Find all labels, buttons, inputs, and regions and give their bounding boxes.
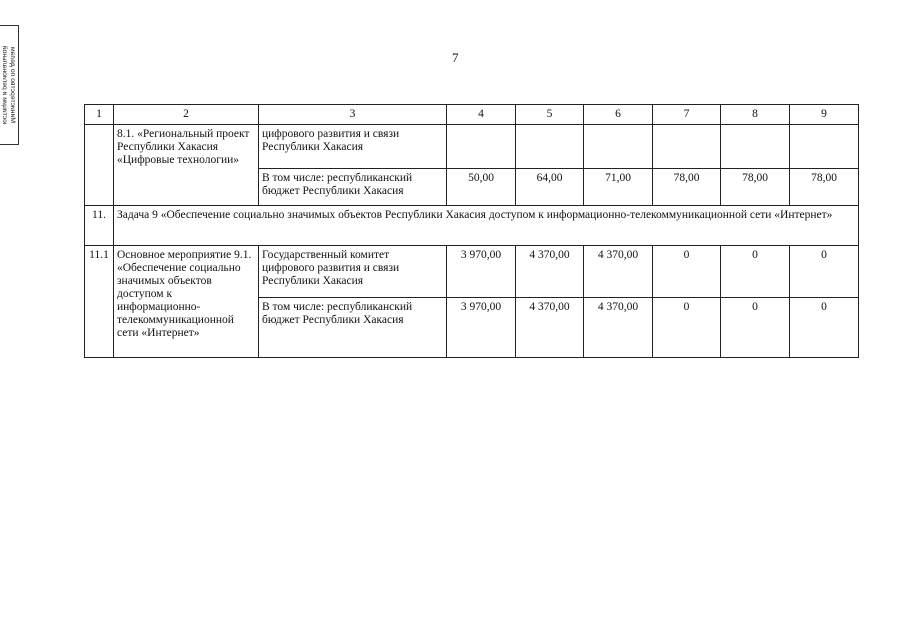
task-row	[85, 206, 859, 246]
header-cell: 7	[653, 105, 721, 125]
value-cell: 71,00	[584, 169, 653, 206]
stamp-line: юстиции и региональной	[1, 45, 8, 125]
stamp-line: Министерство по делам	[9, 47, 16, 124]
value-cell: 4 370,00	[516, 246, 584, 298]
budget-table	[84, 104, 859, 358]
row-index: 11.1	[85, 246, 114, 358]
value-cell: 78,00	[790, 169, 859, 206]
table-row	[85, 246, 859, 298]
value-cell	[790, 125, 859, 169]
value-cell: 4 370,00	[584, 298, 653, 358]
value-cell: 0	[790, 298, 859, 358]
header-cell: 6	[584, 105, 653, 125]
executor-cell: Государственный комитет цифрового развития и связи Республики Хакасия	[259, 246, 447, 298]
task-text: Задача 9 «Обеспечение социально значимых объектов Республики Хакасия доступом к информационно-телекоммуникационной сети «Интернет»	[114, 206, 859, 246]
value-cell: 0	[721, 298, 790, 358]
value-cell: 4 370,00	[584, 246, 653, 298]
value-cell: 78,00	[721, 169, 790, 206]
value-cell: 0	[653, 298, 721, 358]
executor-cell: В том числе: республиканский бюджет Республики Хакасия	[259, 169, 447, 206]
registration-stamp	[0, 25, 19, 145]
header-cell: 9	[790, 105, 859, 125]
header-cell: 3	[259, 105, 447, 125]
value-cell	[447, 125, 516, 169]
value-cell: 4 370,00	[516, 298, 584, 358]
table-header-row	[85, 105, 859, 125]
value-cell	[516, 125, 584, 169]
header-cell: 2	[114, 105, 259, 125]
activity-name: Основное мероприятие 9.1. «Обеспечение социально значимых объектов доступом к информационно-телекоммуникационной сети «Интернет»	[114, 246, 259, 358]
row-index	[85, 125, 114, 206]
activity-name: 8.1. «Региональный проект Республики Хакасия «Цифровые технологии»	[114, 125, 259, 206]
value-cell	[721, 125, 790, 169]
header-cell: 8	[721, 105, 790, 125]
value-cell	[653, 125, 721, 169]
value-cell: 0	[653, 246, 721, 298]
value-cell: 3 970,00	[447, 298, 516, 358]
executor-cell: В том числе: республиканский бюджет Республики Хакасия	[259, 298, 447, 358]
value-cell: 78,00	[653, 169, 721, 206]
value-cell: 0	[721, 246, 790, 298]
value-cell: 3 970,00	[447, 246, 516, 298]
header-cell: 5	[516, 105, 584, 125]
row-index: 11.	[85, 206, 114, 246]
value-cell: 0	[790, 246, 859, 298]
page-number: 7	[452, 50, 459, 65]
value-cell: 64,00	[516, 169, 584, 206]
executor-cell: цифрового развития и связи Республики Хакасия	[259, 125, 447, 169]
value-cell: 50,00	[447, 169, 516, 206]
header-cell: 1	[85, 105, 114, 125]
table-row	[85, 125, 859, 169]
value-cell	[584, 125, 653, 169]
header-cell: 4	[447, 105, 516, 125]
